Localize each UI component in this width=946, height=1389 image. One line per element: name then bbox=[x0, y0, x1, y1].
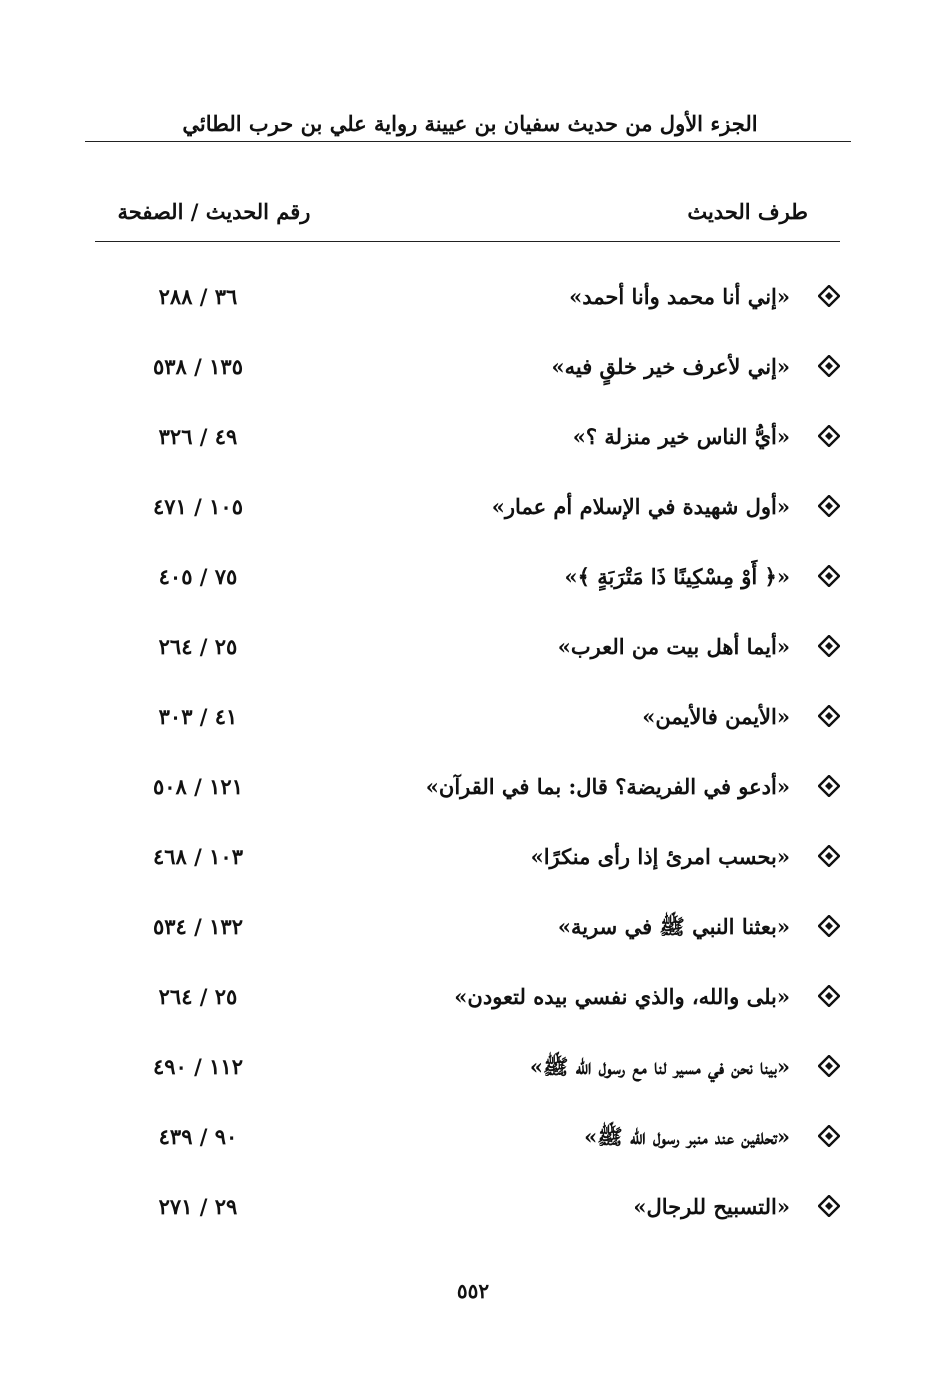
index-list bbox=[95, 261, 840, 1241]
index-entry bbox=[95, 961, 840, 1031]
hadith-incipit: «أيما أهل بيت من العرب» bbox=[557, 634, 790, 659]
hadith-incipit: «إني أنا محمد وأنا أحمد» bbox=[569, 284, 790, 309]
running-head: الجزء الأول من حديث سفيان بن عيينة رواية علي بن حرب الطائي bbox=[182, 111, 758, 136]
hadith-incipit: «﴿ أَوْ مِسْكِينًا ذَا مَتْرَبَةٍ ﴾» bbox=[564, 564, 790, 589]
diamond-bullet-icon bbox=[818, 355, 840, 377]
index-entry bbox=[95, 611, 840, 681]
hadith-incipit: «بلى والله، والذي نفسي بيده لتعودن» bbox=[454, 984, 790, 1009]
index-entry bbox=[95, 1101, 840, 1171]
index-entry bbox=[95, 681, 840, 751]
hadith-reference: ١٢١ / ٥٠٨ bbox=[153, 774, 243, 799]
index-entry bbox=[95, 751, 840, 821]
hadith-reference: ٤١ / ٣٠٣ bbox=[158, 704, 238, 729]
diamond-bullet-icon bbox=[818, 705, 840, 727]
table-header-rule bbox=[95, 241, 840, 242]
header-rule bbox=[85, 141, 851, 142]
index-entry bbox=[95, 401, 840, 471]
hadith-incipit: «بينا نحن في مسير لنا مع رسول الله ﷺ» bbox=[529, 1054, 790, 1079]
diamond-bullet-icon bbox=[818, 845, 840, 867]
diamond-bullet-icon bbox=[818, 495, 840, 517]
diamond-bullet-icon bbox=[818, 635, 840, 657]
diamond-bullet-icon bbox=[818, 775, 840, 797]
diamond-bullet-icon bbox=[818, 1195, 840, 1217]
hadith-reference: ١٣٢ / ٥٣٤ bbox=[153, 914, 243, 939]
hadith-incipit: «أول شهيدة في الإسلام أم عمار» bbox=[491, 494, 790, 519]
diamond-bullet-icon bbox=[818, 1125, 840, 1147]
diamond-bullet-icon bbox=[818, 425, 840, 447]
index-entry bbox=[95, 891, 840, 961]
hadith-reference: ٢٩ / ٢٧١ bbox=[158, 1194, 238, 1219]
diamond-bullet-icon bbox=[818, 565, 840, 587]
index-entry bbox=[95, 1031, 840, 1101]
hadith-incipit: «الأيمن فالأيمن» bbox=[642, 704, 790, 729]
hadith-incipit: «إني لأعرف خير خلقٍ فيه» bbox=[551, 354, 790, 379]
diamond-bullet-icon bbox=[818, 915, 840, 937]
index-entry bbox=[95, 261, 840, 331]
hadith-reference: ٣٦ / ٢٨٨ bbox=[158, 284, 238, 309]
hadith-reference: ١١٢ / ٤٩٠ bbox=[153, 1054, 243, 1079]
index-entry bbox=[95, 1171, 840, 1241]
hadith-reference: ٧٥ / ٤٠٥ bbox=[158, 564, 238, 589]
index-entry bbox=[95, 541, 840, 611]
hadith-reference: ١٣٥ / ٥٣٨ bbox=[153, 354, 243, 379]
page-number: ٥٥٢ bbox=[456, 1279, 490, 1303]
diamond-bullet-icon bbox=[818, 285, 840, 307]
hadith-reference: ٢٥ / ٢٦٤ bbox=[158, 984, 238, 1009]
index-entry bbox=[95, 331, 840, 401]
diamond-bullet-icon bbox=[818, 985, 840, 1007]
index-entry bbox=[95, 471, 840, 541]
reference-column-header: رقم الحديث / الصفحة bbox=[117, 199, 311, 224]
hadith-incipit: «تحلفين عند منبر رسول الله ﷺ» bbox=[584, 1124, 790, 1149]
diamond-bullet-icon bbox=[818, 1055, 840, 1077]
hadith-reference: ١٠٣ / ٤٦٨ bbox=[153, 844, 243, 869]
hadith-incipit: «أدعو في الفريضة؟ قال: بما في القرآن» bbox=[425, 774, 790, 799]
hadith-incipit: «بعثنا النبي ﷺ في سرية» bbox=[557, 914, 790, 939]
hadith-reference: ٢٥ / ٢٦٤ bbox=[158, 634, 238, 659]
hadith-incipit: «التسبيح للرجال» bbox=[633, 1194, 790, 1219]
index-entry bbox=[95, 821, 840, 891]
hadith-reference: ١٠٥ / ٤٧١ bbox=[153, 494, 243, 519]
hadith-reference: ٩٠ / ٤٣٩ bbox=[158, 1124, 238, 1149]
hadith-incipit: «أيُّ الناس خير منزلة ؟» bbox=[572, 424, 790, 449]
hadith-incipit: «بحسب امرئ إذا رأى منكرًا» bbox=[530, 844, 790, 869]
hadith-reference: ٤٩ / ٣٢٦ bbox=[158, 424, 238, 449]
hadith-column-header: طرف الحديث bbox=[687, 199, 808, 224]
